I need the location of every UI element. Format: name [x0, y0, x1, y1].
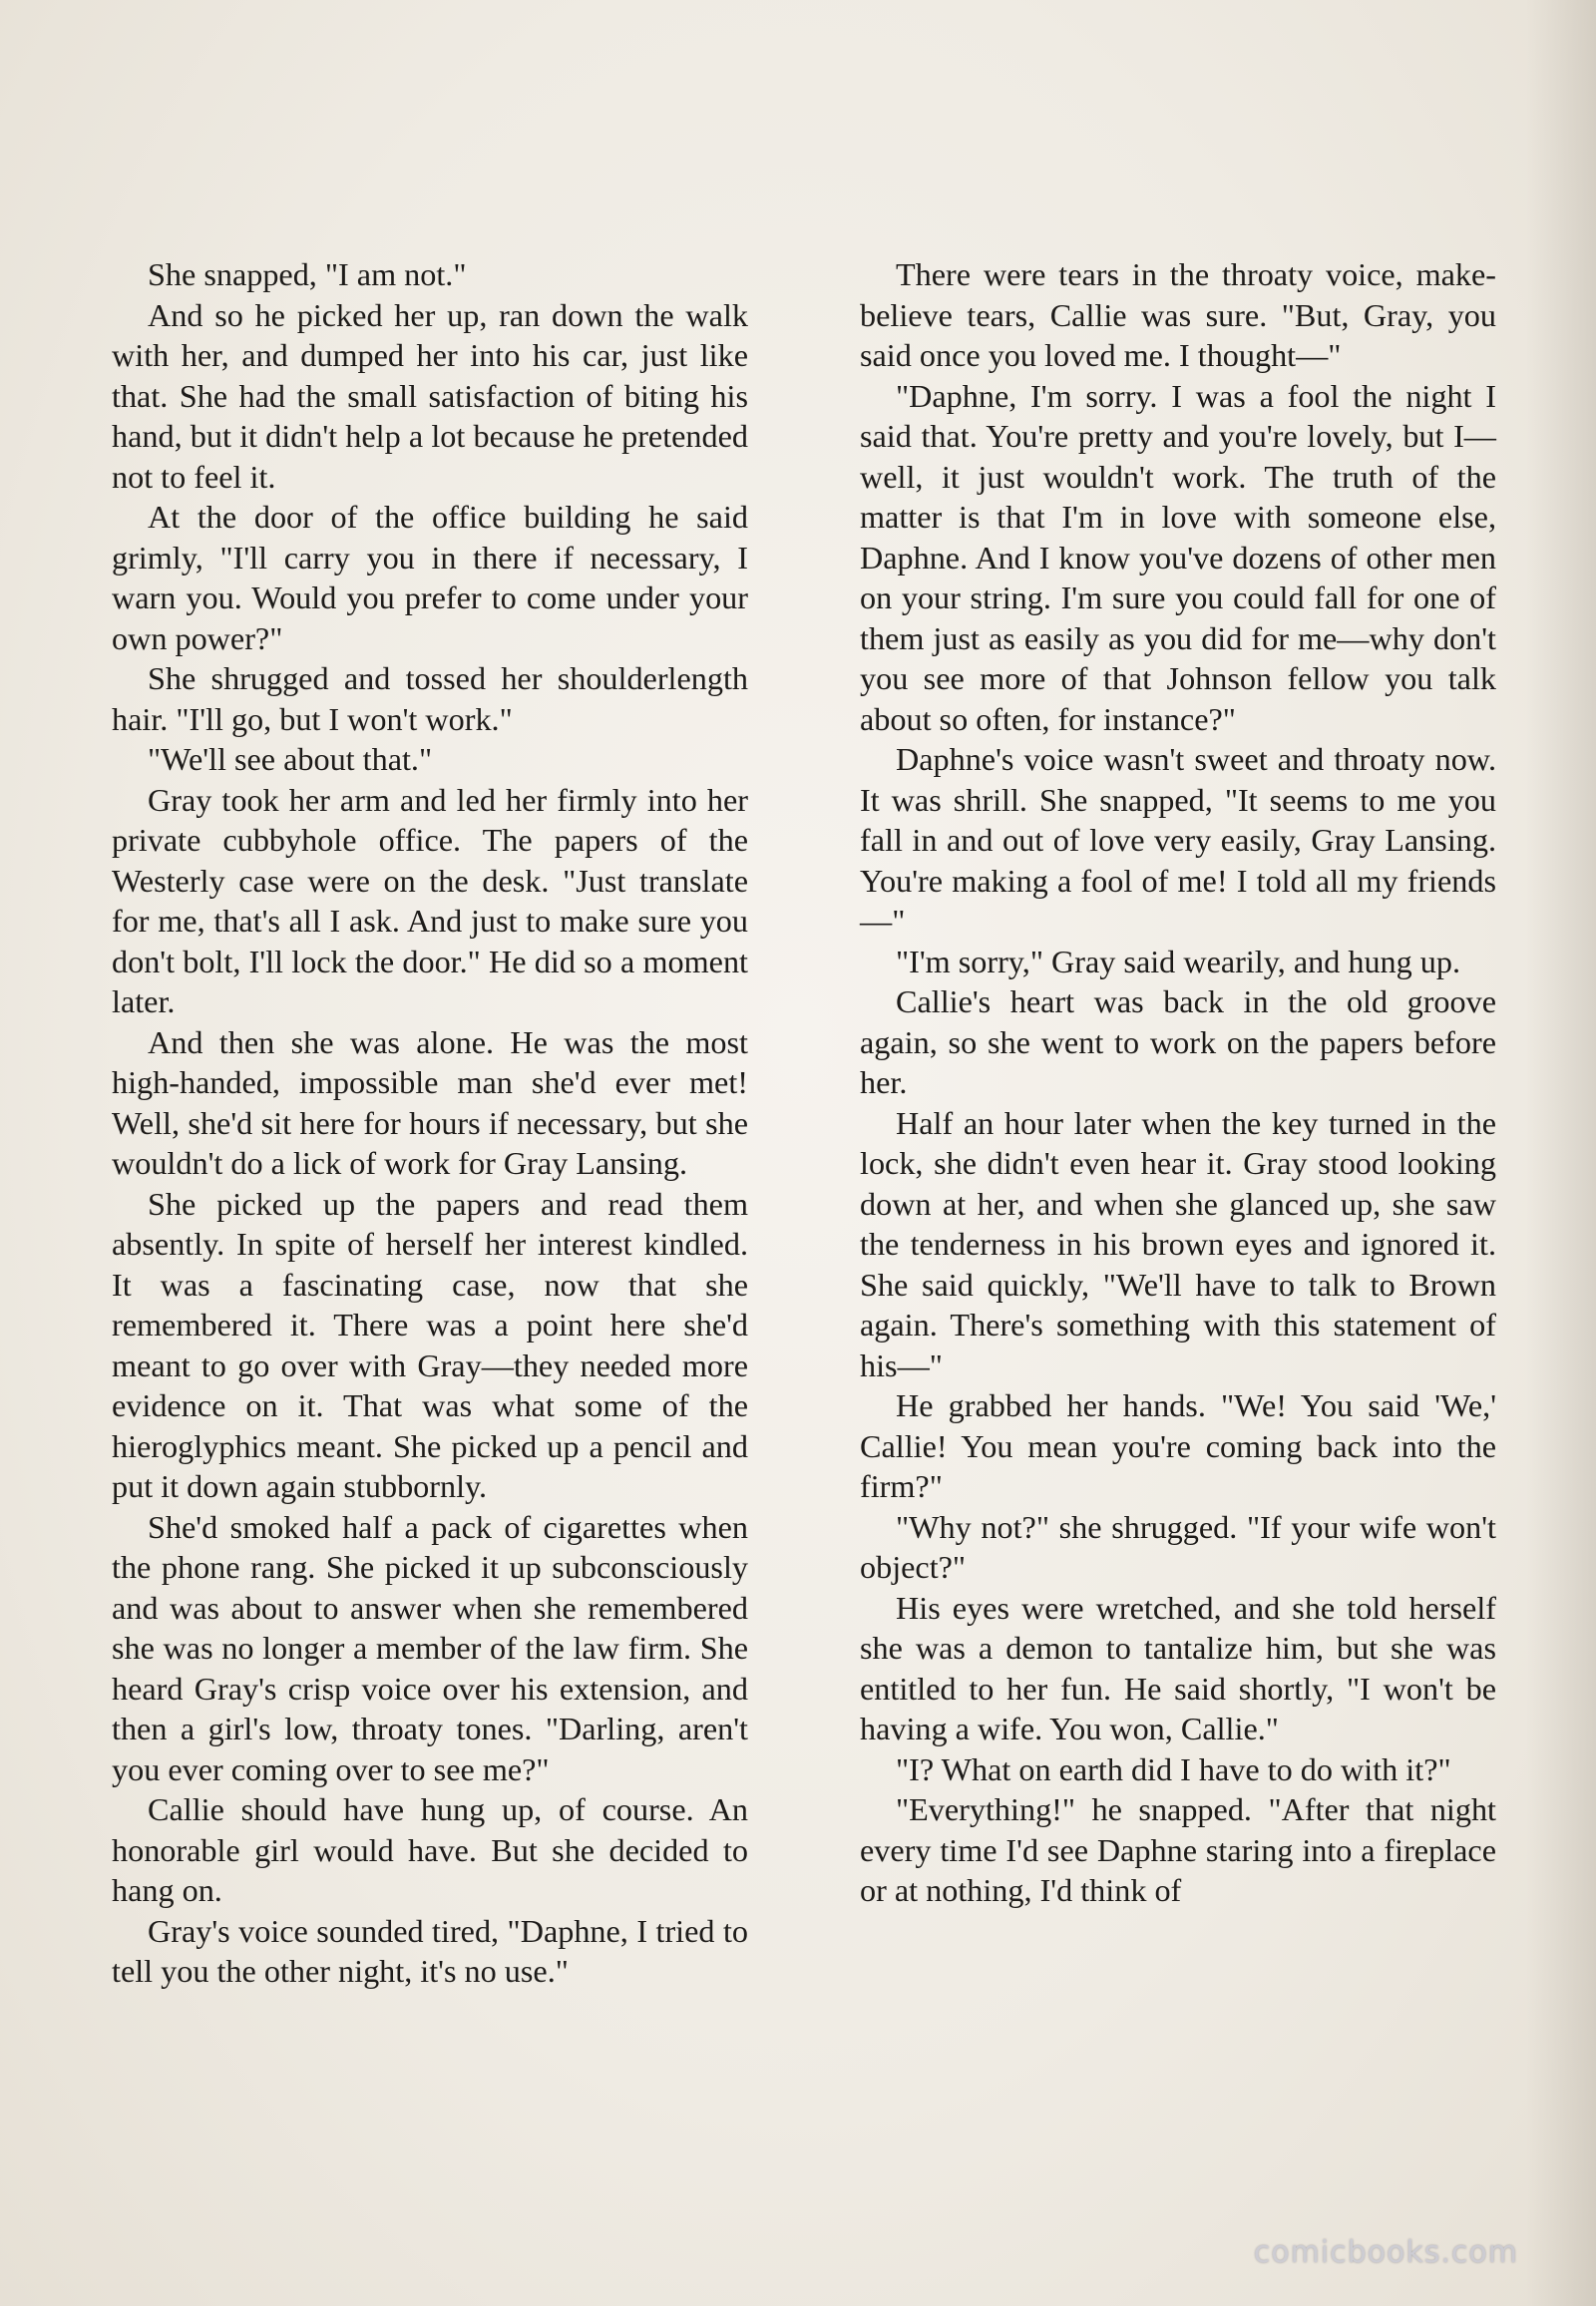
paragraph: Callie's heart was back in the old groove again, so she went to work on the papers before her. [860, 983, 1496, 1100]
paragraph: She shrugged and tossed her shoulderlength hair. "I'll go, but I won't work." [112, 660, 748, 737]
paragraph: She'd smoked half a pack of cigarettes when the phone rang. She picked it up subconsciously and was about to answer when she remembered she was no longer a member of the law firm. She heard Gray's crisp voice over his extension, and then a girl's low, throaty tones. "Darling, aren't you ever coming over to see me?" [112, 1508, 748, 1787]
paragraph: "Why not?" she shrugged. "If your wife won't object?" [860, 1508, 1496, 1585]
paragraph: Callie should have hung up, of course. An honorable girl would have. But she decided to hang on. [112, 1791, 748, 1908]
paragraph: At the door of the office building he said grimly, "I'll carry you in there if necessary, I warn you. Would you prefer to come under your own power?" [112, 499, 748, 656]
paragraph: "Daphne, I'm sorry. I was a fool the night I said that. You're pretty and you're lovely, but I—well, it just wouldn't work. The truth of the matter is that I'm in love with someone else, Daphne. And I know you've dozens of other men on your string. I'm sure you could fall for one of them just as easily as you did for me—why don't you see more of that Johnson fellow you talk about so often, for instance?" [860, 377, 1496, 737]
watermark: comicbooks.com [1253, 2235, 1518, 2270]
paragraph: His eyes were wretched, and she told herself she was a demon to tantalize him, but she was entitled to her fun. He said shortly, "I won't be having a wife. You won, Callie." [860, 1589, 1496, 1746]
paragraph: Half an hour later when the key turned in the lock, she didn't even hear it. Gray stood looking down at her, and when she glanced up, she saw the tenderness in his brown eyes and ignored it. She said quickly, "We'll have to talk to Brown again. There's something with this statement of his—" [860, 1104, 1496, 1383]
paragraph: And then she was alone. He was the most high-handed, impossible man she'd ever met! Well, she'd sit here for hours if necessary, but she wouldn't do a lick of work for Gray Lansing. [112, 1023, 748, 1181]
paragraph: There were tears in the throaty voice, make-believe tears, Callie was sure. "But, Gray, you said once you loved me. I thought—" [860, 256, 1496, 373]
right-column [860, 254, 1496, 1911]
left-column [112, 254, 748, 1992]
paragraph: "I'm sorry," Gray said wearily, and hung up. [896, 943, 1461, 979]
paragraph: Gray's voice sounded tired, "Daphne, I tried to tell you the other night, it's no use." [112, 1912, 748, 1989]
paragraph: She picked up the papers and read them absently. In spite of herself her interest kindled. It was a fascinating case, now that she remembered it. There was a point here she'd meant to go over with Gray—they needed more evidence on it. That was what some of the hieroglyphics meant. She picked up a pencil and put it down again stubbornly. [112, 1185, 748, 1504]
paragraph: "Everything!" he snapped. "After that night every time I'd see Daphne staring into a fireplace or at nothing, I'd think of [860, 1791, 1496, 1908]
paragraph: Gray took her arm and led her firmly into her private cubbyhole office. The papers of the Westerly case were on the desk. "Just translate for me, that's all I ask. And just to make sure you don't bolt, I'll lock the door." He did so a moment later. [112, 781, 748, 1019]
paragraph: Daphne's voice wasn't sweet and throaty now. It was shrill. She snapped, "It seems to me you fall in and out of love very easily, Gray Lansing. You're making a fool of me! I told all my friends—" [860, 741, 1496, 939]
paragraph: And so he picked her up, ran down the walk with her, and dumped her into his car, just like that. She had the small satisfaction of biting his hand, but it didn't help a lot because he pretended not to feel it. [112, 296, 748, 495]
paragraph: He grabbed her hands. "We! You said 'We,' Callie! You mean you're coming back into the firm?" [860, 1387, 1496, 1504]
paragraph: "I? What on earth did I have to do with it?" [896, 1750, 1451, 1787]
paragraph: "We'll see about that." [148, 741, 433, 777]
paragraph: She snapped, "I am not." [148, 256, 467, 292]
